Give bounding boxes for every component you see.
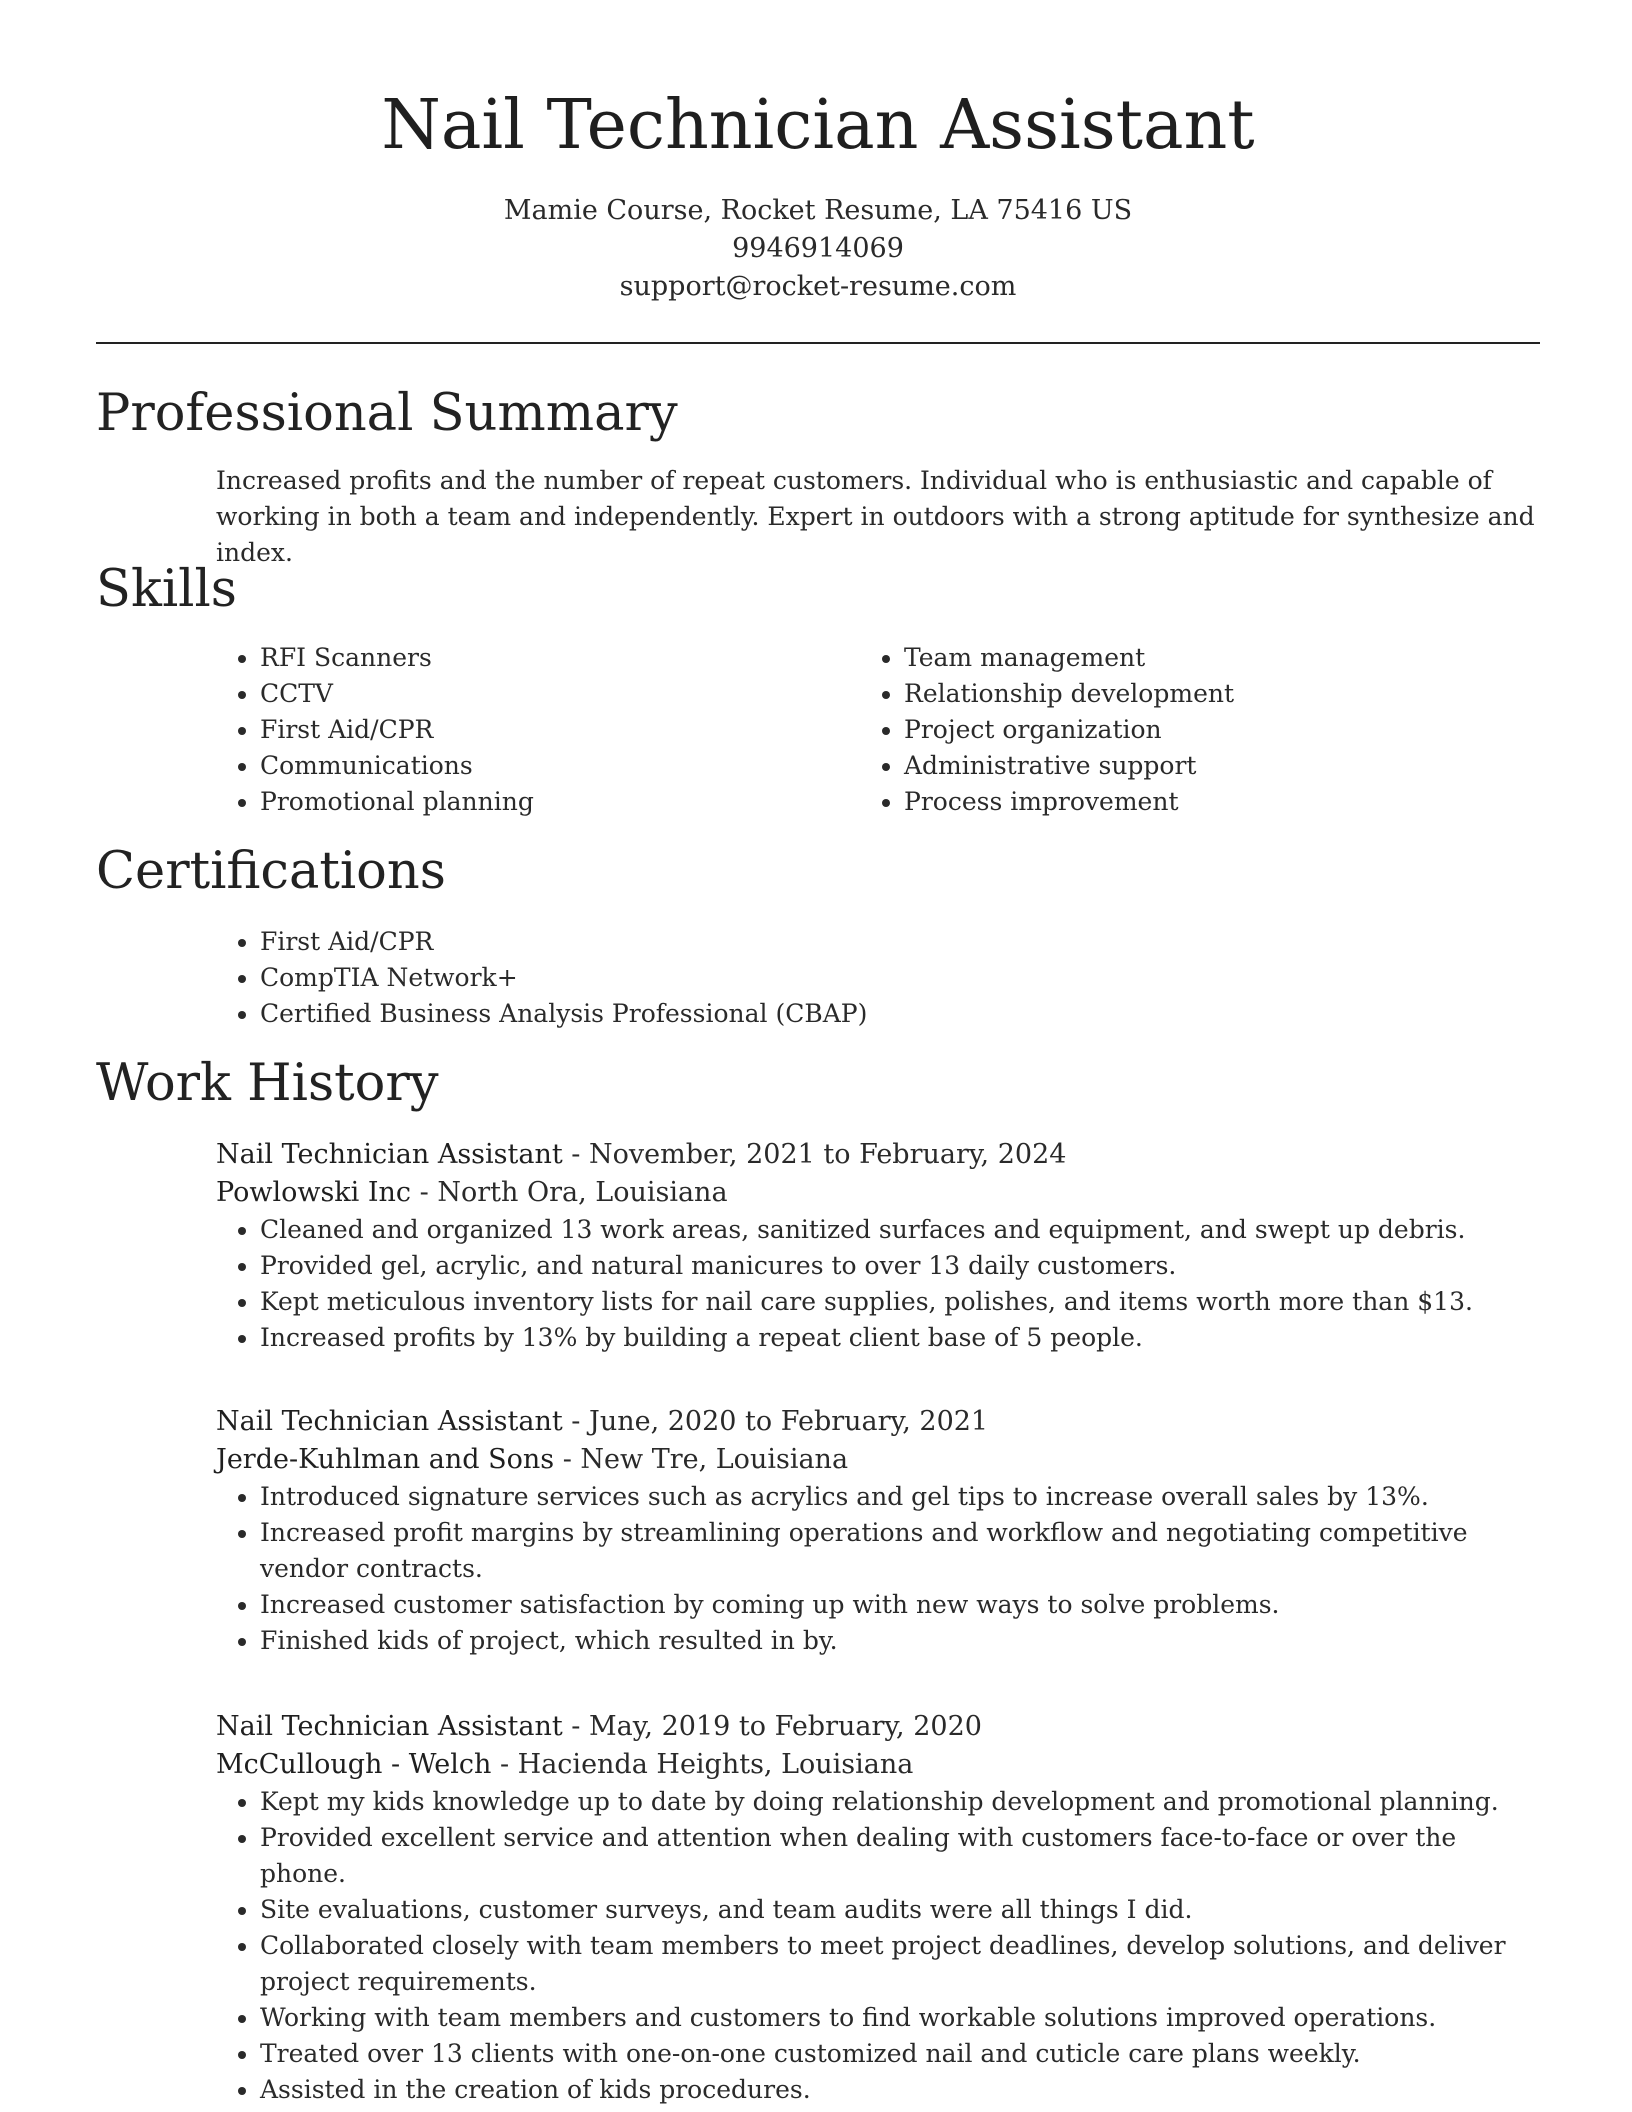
job-duty: • Working with team members and customers to find workable solutions improved operations.: [260, 2000, 1536, 2036]
job-duty: • Introduced signature services such as acrylics and gel tips to increase overall sales by 13%.: [260, 1479, 1536, 1515]
skill-item: • Communications: [260, 748, 534, 784]
contact-block: [96, 192, 1540, 306]
skill-item: • First Aid/CPR: [260, 712, 534, 748]
job-location: - Hacienda Heights, Louisiana: [491, 1749, 914, 1780]
job-duty: • Finished kids of project, which resulted in by.: [260, 1623, 1536, 1659]
certification-item: • CompTIA Network+: [260, 960, 867, 996]
job-duty: • Assisted in the creation of kids procedures.: [260, 2072, 1536, 2108]
skill-item: • Administrative support: [904, 748, 1234, 784]
job-title-line: [216, 1708, 1536, 1746]
skill-item: • Project organization: [904, 712, 1234, 748]
job-duty: • Treated over 13 clients with one-on-one customized nail and cuticle care plans weekly.: [260, 2036, 1536, 2072]
job-location: - North Ora, Louisiana: [411, 1177, 728, 1208]
job-title: Nail Technician Assistant: [216, 1139, 563, 1170]
job-title: Nail Technician Assistant: [216, 1406, 563, 1437]
job-duty: • Provided excellent service and attention when dealing with customers face-to-face or over the phone.: [260, 1820, 1536, 1892]
job-entry: [216, 1403, 1536, 1659]
work-history-heading: Work History: [96, 1054, 439, 1113]
certification-item: • First Aid/CPR: [260, 924, 867, 960]
skills-heading: Skills: [96, 560, 237, 619]
skills-column-right: [860, 640, 1234, 820]
job-duties-list: [216, 1479, 1536, 1659]
skills-list-right: [860, 640, 1234, 820]
job-dates: - May, 2019 to February, 2020: [562, 1711, 982, 1742]
job-duty: • Site evaluations, customer surveys, and team audits were all things I did.: [260, 1892, 1536, 1928]
contact-address: Mamie Course, Rocket Resume, LA 75416 US: [503, 195, 1133, 226]
job-duties-list: [216, 1212, 1536, 1356]
job-duty: • Increased profit margins by streamlining operations and workflow and negotiating competitive vendor contracts.: [260, 1515, 1536, 1587]
job-duty: • Provided gel, acrylic, and natural manicures to over 13 daily customers.: [260, 1248, 1536, 1284]
job-duty: • Collaborated closely with team members to meet project deadlines, develop solutions, and deliver project requirements.: [260, 1928, 1536, 2000]
job-dates: - November, 2021 to February, 2024: [562, 1139, 1067, 1170]
job-company-line: [216, 1746, 1536, 1784]
job-duty: • Increased customer satisfaction by coming up with new ways to solve problems.: [260, 1587, 1536, 1623]
job-company: Jerde-Kuhlman and Sons: [216, 1444, 555, 1475]
header-divider: [96, 342, 1540, 344]
skill-item: • CCTV: [260, 676, 534, 712]
job-company: Powlowski Inc: [216, 1177, 412, 1208]
job-title-line: [216, 1403, 1536, 1441]
job-title-line: [216, 1136, 1536, 1174]
skill-item: • Relationship development: [904, 676, 1234, 712]
skill-item: • Promotional planning: [260, 784, 534, 820]
resume-title: Nail Technician Assistant: [381, 86, 1255, 165]
job-title: Nail Technician Assistant: [216, 1711, 563, 1742]
summary-heading: Professional Summary: [96, 384, 678, 443]
job-dates: - June, 2020 to February, 2021: [562, 1406, 989, 1437]
skill-item: • Team management: [904, 640, 1234, 676]
contact-phone: 9946914069: [732, 233, 904, 264]
job-duty: • Kept my kids knowledge up to date by doing relationship development and promotional planning.: [260, 1784, 1536, 1820]
contact-email: support@rocket-resume.com: [619, 271, 1017, 302]
certification-item: • Certified Business Analysis Professional (CBAP): [260, 996, 867, 1032]
job-duty: • Kept meticulous inventory lists for nail care supplies, polishes, and items worth more than $13.: [260, 1284, 1536, 1320]
summary-text: Increased profits and the number of repeat customers. Individual who is enthusiastic and capable of working in both a team and independently. Expert in outdoors with a strong aptitude for synthesize and index.: [216, 466, 1535, 567]
job-entry: [216, 1708, 1536, 2108]
skill-item: • Process improvement: [904, 784, 1234, 820]
job-entry: [216, 1136, 1536, 1356]
skills-column-left: [216, 640, 534, 820]
job-company-line: [216, 1441, 1536, 1479]
job-company: McCullough - Welch: [216, 1749, 492, 1780]
job-company-line: [216, 1174, 1536, 1212]
job-duties-list: [216, 1784, 1536, 2108]
resume-page: [96, 0, 1540, 2104]
certifications-heading: Certifications: [96, 842, 446, 901]
skills-list-left: [216, 640, 534, 820]
certifications-list: [216, 924, 867, 1032]
job-duty: • Increased profits by 13% by building a repeat client base of 5 people.: [260, 1320, 1536, 1356]
certifications-list-wrap: [216, 924, 867, 1032]
job-location: - New Tre, Louisiana: [554, 1444, 849, 1475]
skill-item: • RFI Scanners: [260, 640, 534, 676]
job-duty: • Cleaned and organized 13 work areas, sanitized surfaces and equipment, and swept up debris.: [260, 1212, 1536, 1248]
